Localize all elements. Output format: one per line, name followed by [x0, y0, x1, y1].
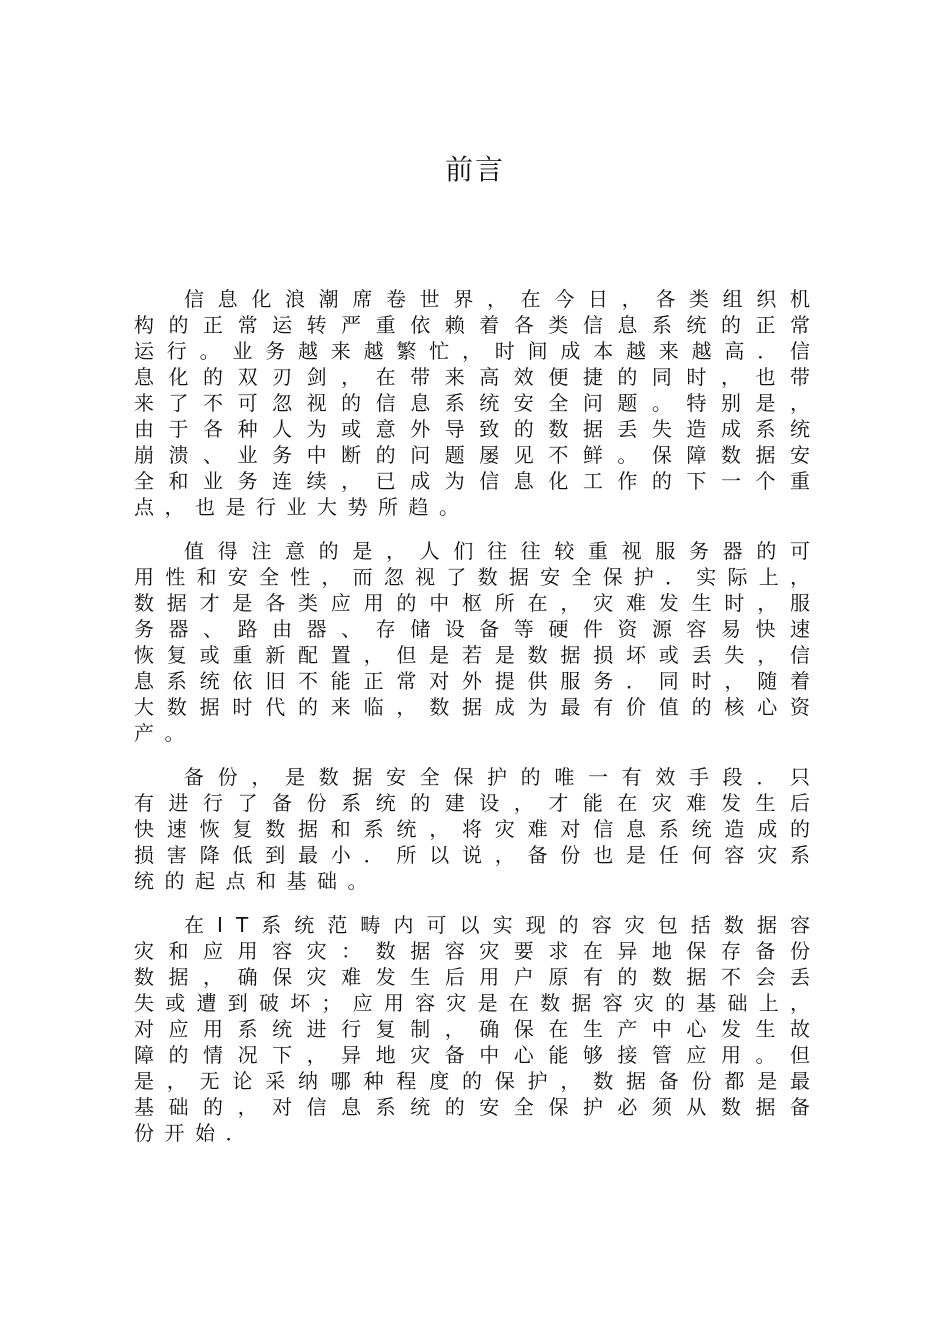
- text-line: 数据才是各类应用的中枢所在，灾难发生时，服: [134, 591, 823, 615]
- text-line: 快速恢复数据和系统，将灾难对信息系统造成的: [134, 817, 823, 841]
- text-line: 对应用系统进行复制，确保在生产中心发生故: [134, 1017, 825, 1041]
- text-line: 基础的，对信息系统的安全保护必须从数据备: [134, 1095, 825, 1119]
- text-line: 灾和应用容灾：数据容灾要求在异地保存备份: [134, 939, 825, 963]
- text-line: 用性和安全性，而忽视了数据安全保护．实际上，: [134, 565, 822, 589]
- text-line: 崩溃、业务中断的问题屡见不鲜。保障数据安: [134, 443, 825, 467]
- text-line: 构的正常运转严重依赖着各类信息系统的正常: [134, 313, 825, 337]
- text-line: 大数据时代的来临，数据成为最有价值的核心资: [134, 695, 823, 719]
- text-line: 在IT系统范畴内可以实现的容灾包括数据容: [184, 913, 824, 937]
- text-line: 务器、路由器、存储设备等硬件资源容易快速: [134, 617, 825, 641]
- text-line: 产。: [134, 721, 195, 745]
- text-line: 恢复或重新配置，但是若是数据损坏或丢失，信: [134, 643, 823, 667]
- text-line: 数据，确保灾难发生后用户原有的数据不会丢: [134, 965, 825, 989]
- text-line: 备份，是数据安全保护的唯一有效手段．只: [184, 765, 824, 789]
- text-line: 统的起点和基础。: [134, 869, 378, 893]
- text-line: 值得注意的是，人们往往较重视服务器的可: [184, 539, 824, 563]
- text-line: 来了不可忽视的信息系统安全问题。特别是，: [134, 391, 825, 415]
- text-line: 点，也是行业大势所趋。: [134, 495, 470, 519]
- text-line: 是，无论采纳哪种程度的保护，数据备份都是最: [134, 1069, 823, 1093]
- text-line: 全和业务连续，已成为信息化工作的下一个重: [134, 469, 825, 493]
- text-line: 运行。业务越来越繁忙，时间成本越来越高．信: [134, 339, 823, 363]
- text-line: 障的情况下，异地灾备中心能够接管应用。但: [134, 1043, 825, 1067]
- text-line: 份开始．: [134, 1121, 256, 1145]
- paragraph-1: [134, 286, 825, 520]
- text-line: 息化的双刃剑，在带来高效便捷的同时，也带: [134, 365, 825, 389]
- document-body: [134, 286, 825, 1164]
- text-line: 信息化浪潮席卷世界，在今日，各类组织机: [184, 287, 824, 311]
- page-title: 前言: [444, 153, 505, 186]
- text-line: 由于各种人为或意外导致的数据丢失造成系统: [134, 417, 825, 441]
- text-line: 息系统依旧不能正常对外提供服务．同时，随着: [134, 669, 823, 693]
- text-line: 失或遭到破坏；应用容灾是在数据容灾的基础上，: [134, 991, 822, 1015]
- paragraph-2: [134, 538, 825, 746]
- text-line: 有进行了备份系统的建设，才能在灾难发生后: [134, 791, 825, 815]
- text-line: 损害降低到最小．所以说，备份也是任何容灾系: [134, 843, 823, 867]
- paragraph-3: [134, 764, 825, 894]
- paragraph-4: [134, 912, 825, 1146]
